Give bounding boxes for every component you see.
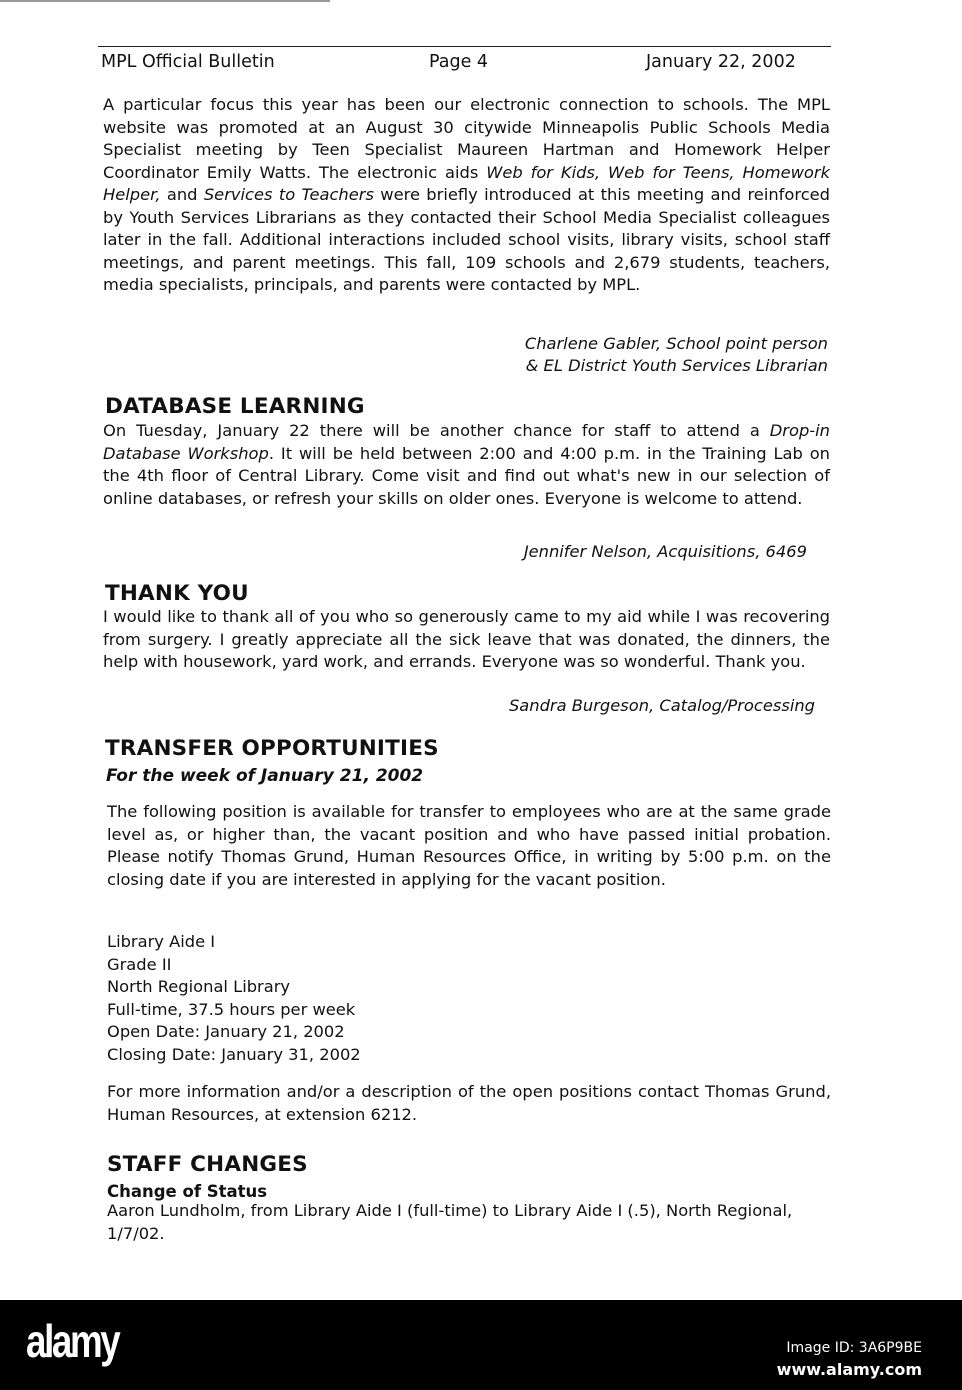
- signature-line: Charlene Gabler, School point person: [524, 334, 828, 353]
- position-detail-line: Grade II: [107, 954, 172, 974]
- staff-subheading: Change of Status: [107, 1182, 268, 1201]
- text-italic: Services to Teachers: [203, 185, 374, 204]
- thanks-paragraph: I would like to thank all of you who so generously came to my aid while I was recovering from surgery. I greatly appreciate all the sick leave that was donated, the dinners, the help with housework, yard work, and errands. Everyone was so wonderful. Thank you.: [103, 607, 830, 671]
- watermark-url: www.alamy.com: [776, 1360, 922, 1379]
- position-detail-line: Library Aide I: [107, 932, 216, 951]
- header-rule: [98, 46, 831, 47]
- position-detail-line: Closing Date: January 31, 2002: [107, 1044, 361, 1064]
- signature-line: Sandra Burgeson, Catalog/Processing: [508, 696, 815, 715]
- signature-line: & EL District Youth Services Librarian: [525, 356, 828, 375]
- section-heading-staff: STAFF CHANGES: [107, 1152, 308, 1177]
- database-paragraph: [103, 420, 830, 510]
- transfer-paragraph: The following position is available for transfer to employees who are at the same grade level as, or higher than, the vacant position and who have passed initial probation. Please notify Thomas Grund, Human Resources Office, in writing by 5:00 p.m. on the closing date if you are interested in applying for the vacant position.: [107, 802, 831, 889]
- page-number: Page 4: [429, 52, 489, 72]
- text: On Tuesday, January 22 there will be another chance for staff to attend a: [103, 421, 770, 440]
- staff-paragraph: Aaron Lundholm, from Library Aide I (full-time) to Library Aide I (.5), North Regional, 1/7/02.: [107, 1201, 793, 1243]
- section-heading-database: DATABASE LEARNING: [105, 394, 365, 419]
- transfer-contact: For more information and/or a description of the open positions contact Thomas Grund, Human Resources, at extension 6212.: [107, 1082, 831, 1124]
- text: A particular focus this year has been our electronic connection to schools. The MPL website was promoted at an August 30 citywide Minneapolis Public Schools Media Specialist meeting by Teen Specialist Maureen Hartman and Homework Helper Coordinator Emily Watts. The electronic aids: [103, 95, 830, 182]
- text-italic: Drop-in Database Workshop: [103, 421, 830, 463]
- alamy-logo: alamy: [26, 1315, 119, 1367]
- position-detail-line: North Regional Library: [107, 977, 291, 996]
- position-detail-line: Open Date: January 21, 2002: [107, 1022, 345, 1041]
- watermark-bar: [0, 1300, 962, 1390]
- transfer-subheading: For the week of January 21, 2002: [106, 766, 424, 786]
- position-detail-line: Full-time, 37.5 hours per week: [107, 999, 356, 1019]
- text: and: [160, 185, 204, 204]
- scan-edge-mark: [0, 0, 330, 2]
- intro-paragraph: [103, 94, 830, 297]
- text: were briefly introduced at this meeting and reinforced by Youth Services Librarians as they contacted their School Media Specialist colleagues later in the fall. Additional interactions included school visits, library visits, school staff meetings, and parent meetings. This fall, 109 schools and 2,679 students, teachers, media specialists, principals, and parents were contacted by MPL.: [103, 185, 830, 294]
- section-heading-transfer: TRANSFER OPPORTUNITIES: [105, 736, 439, 761]
- section-heading-thanks: THANK YOU: [105, 581, 249, 606]
- text-italic: Web for Kids, Web for Teens, Homework Helper,: [103, 162, 830, 204]
- text: . It will be held between 2:00 and 4:00 p.m. in the Training Lab on the 4th floor of Central Library. Come visit and find out what's new in our selection of online databases, or refresh your skills on older ones. Everyone is welcome to attend.: [103, 443, 831, 508]
- bulletin-date: January 22, 2002: [646, 52, 796, 72]
- image-id: Image ID: 3A6P9BE: [786, 1340, 922, 1356]
- position-details: [107, 931, 834, 1066]
- bulletin-title: MPL Official Bulletin: [101, 52, 275, 72]
- signature-line: Jennifer Nelson, Acquisitions, 6469: [523, 542, 807, 561]
